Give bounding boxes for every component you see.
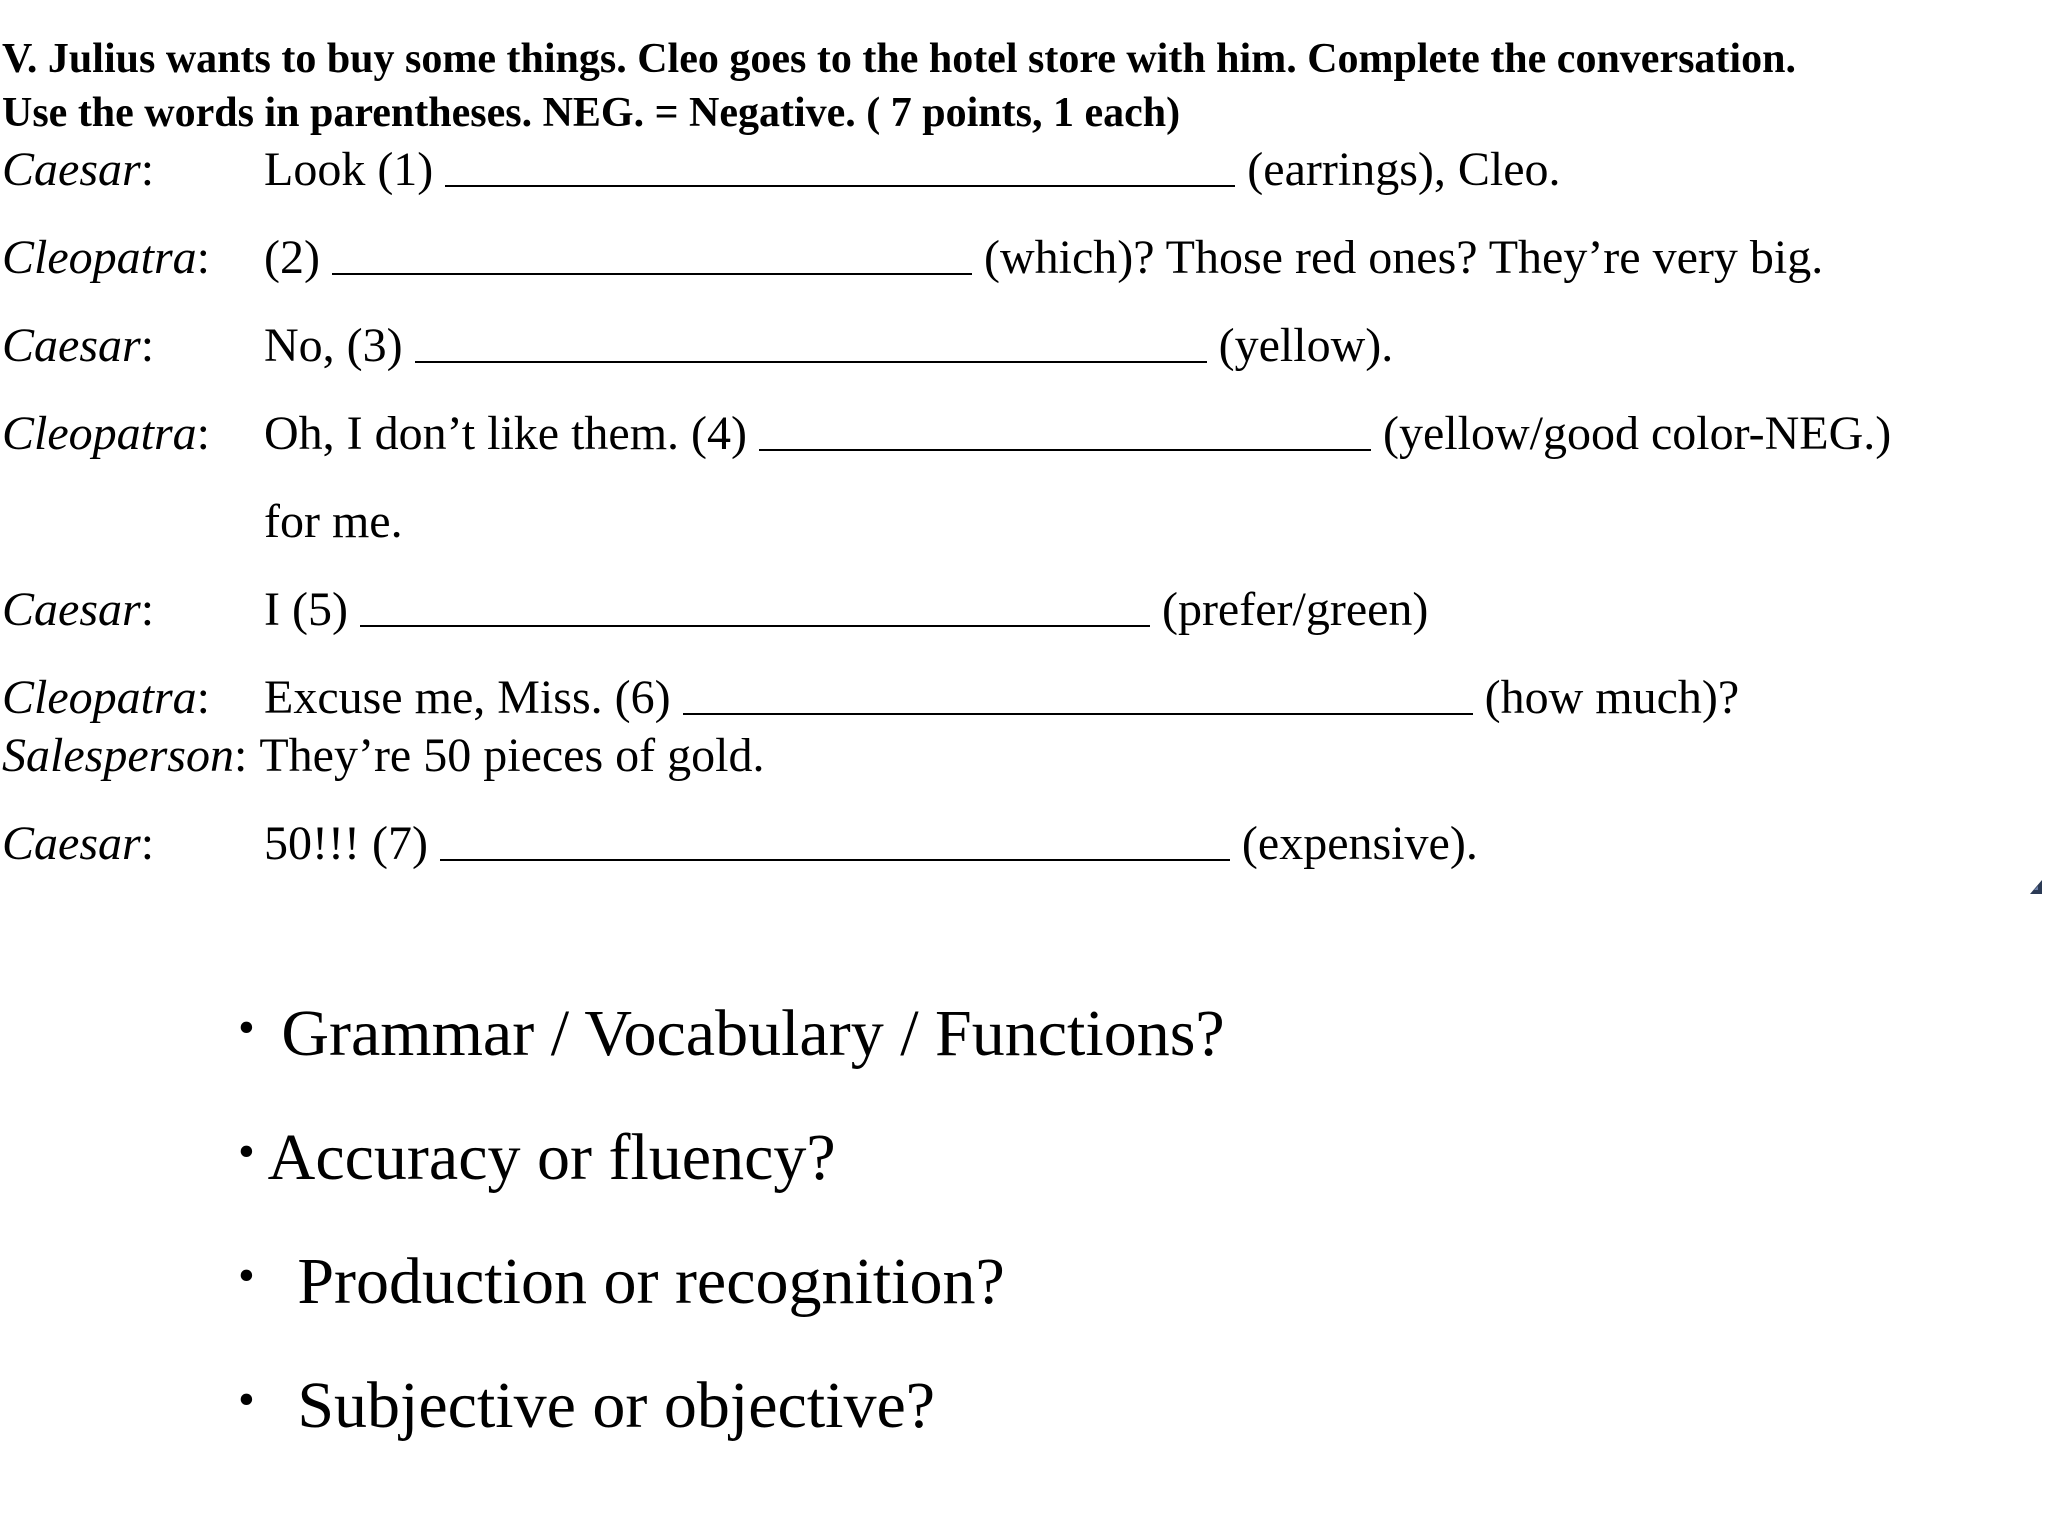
answer-blank-3[interactable] — [415, 321, 1207, 363]
line-text-before: 50!!! (7) — [264, 817, 428, 870]
bullet-text: Production or recognition? — [297, 1245, 1005, 1318]
speaker-caesar: Caesar: — [2, 143, 155, 196]
bullet-text: Accuracy or fluency? — [267, 1121, 836, 1194]
instructions-line-1: V. Julius wants to buy some things. Cleo goes to the hotel store with him. Complete the conversation. — [2, 36, 1796, 82]
line-text-before: for me. — [264, 495, 403, 548]
line-text-after: (yellow). — [1218, 319, 1394, 372]
line-text-after: (which)? Those red ones? They’re very big. — [983, 231, 1824, 284]
bullet-icon: • — [238, 1001, 255, 1054]
bullet-subjective-objective — [238, 1368, 935, 1444]
line-text-before: No, (3) — [264, 319, 403, 372]
line-text-after: (prefer/green) — [1161, 583, 1429, 636]
bullet-icon: • — [238, 1249, 255, 1302]
instructions-line-2: Use the words in parentheses. NEG. = Negative. ( 7 points, 1 each) — [2, 90, 1181, 136]
speaker-caesar: Caesar: — [2, 817, 155, 870]
answer-blank-6[interactable] — [683, 673, 1473, 715]
line-text-before: (2) — [264, 231, 320, 284]
exercise-instructions — [2, 32, 2032, 140]
bullet-icon: • — [238, 1373, 255, 1426]
answer-blank-7[interactable] — [440, 819, 1230, 861]
line-text-after: (expensive). — [1241, 817, 1478, 870]
speaker-cleopatra: Cleopatra: — [2, 231, 211, 284]
line-text-before: Excuse me, Miss. (6) — [264, 671, 671, 724]
line-text-before: Oh, I don’t like them. (4) — [264, 407, 748, 460]
speaker-caesar: Caesar: — [2, 319, 155, 372]
line-text-after: (how much)? — [1484, 671, 1740, 724]
speaker-cleopatra: Cleopatra: — [2, 407, 211, 460]
answer-blank-2[interactable] — [332, 233, 972, 275]
line-text-before: Look (1) — [264, 143, 434, 196]
bullet-icon: • — [238, 1125, 255, 1178]
speaker-cleopatra: Cleopatra: — [2, 671, 211, 724]
speaker-salesperson: Salesperson: — [2, 729, 248, 782]
bullet-text: Subjective or objective? — [297, 1369, 936, 1442]
answer-blank-5[interactable] — [360, 585, 1150, 627]
line-text-before: They’re 50 pieces of gold. — [259, 729, 765, 782]
resize-cursor-icon — [2028, 876, 2044, 896]
bullet-accuracy-fluency — [238, 1120, 836, 1196]
line-text-after: (yellow/good color-NEG.) — [1383, 407, 1892, 460]
bullet-grammar-vocabulary-functions — [238, 996, 1225, 1072]
answer-blank-1[interactable] — [445, 145, 1235, 187]
bullet-production-recognition — [238, 1244, 1005, 1320]
bullet-text: Grammar / Vocabulary / Functions? — [281, 997, 1225, 1070]
answer-blank-4[interactable] — [759, 409, 1371, 451]
speaker-caesar: Caesar: — [2, 583, 155, 636]
line-text-before: I (5) — [264, 583, 348, 636]
line-text-after: (earrings), Cleo. — [1247, 143, 1561, 196]
